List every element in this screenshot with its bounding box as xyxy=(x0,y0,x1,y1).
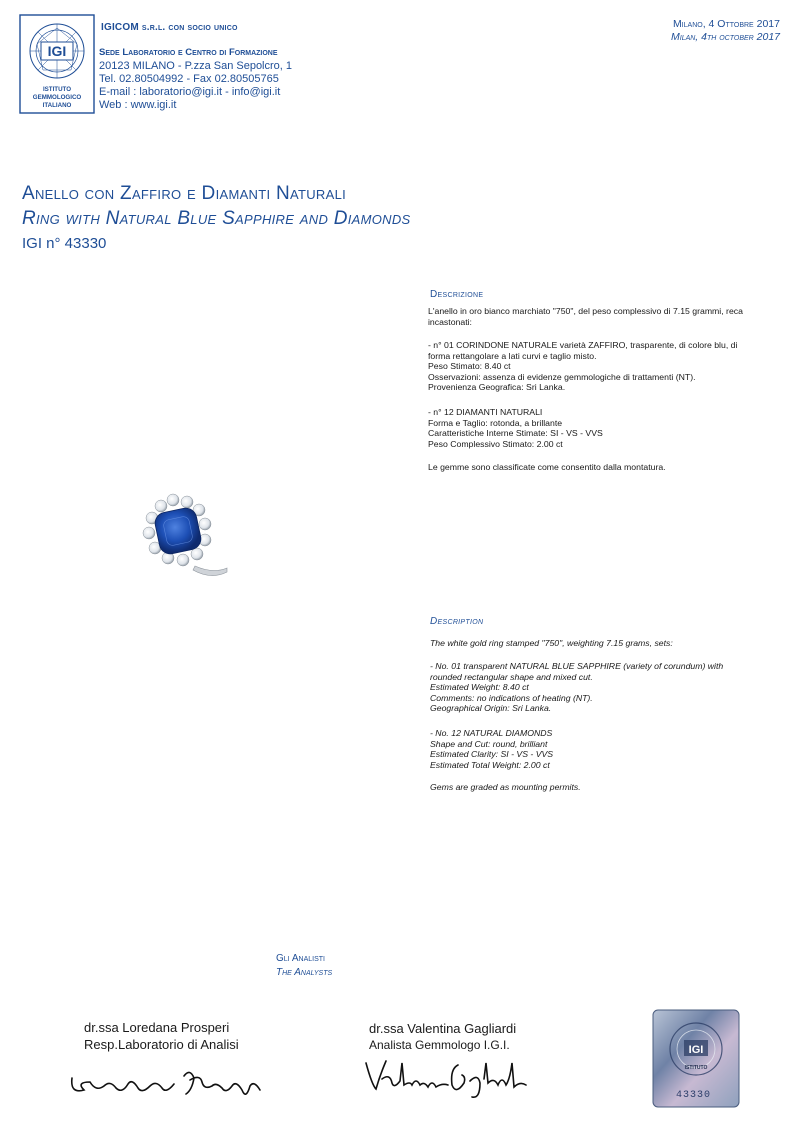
title-italian: Anello con Zaffiro e Diamanti Naturali xyxy=(22,183,347,204)
website: Web : www.igi.it xyxy=(99,99,177,111)
analysts-heading-italian: Gli Analisti xyxy=(276,953,325,964)
analyst2-role: Analista Gemmologo I.G.I. xyxy=(369,1038,510,1052)
description-italian-sapphire xyxy=(428,340,783,393)
analyst1-name: dr.ssa Loredana Prosperi xyxy=(84,1020,230,1035)
sapphire-line: - No. 01 transparent NATURAL BLUE SAPPHIRE (variety of corundum) with xyxy=(430,661,724,671)
company-name-main: IGICOM xyxy=(101,22,139,33)
sapphire-line: Provenienza Geografica: Sri Lanka. xyxy=(428,382,566,393)
company-suffix: s.r.l. con socio unico xyxy=(141,22,238,33)
date-italian: Milano, 4 Ottobre 2017 xyxy=(672,18,780,30)
sapphire-line: Osservazioni: assenza di evidenze gemmologiche di trattamenti (NT). xyxy=(428,371,696,382)
analyst1-role: Resp.Laboratorio di Analisi xyxy=(84,1037,239,1052)
sapphire-line: Peso Stimato: 8.40 ct xyxy=(428,361,511,372)
svg-text:ITALIANO: ITALIANO xyxy=(42,102,72,109)
description-italian-note: Le gemme sono classificate come consentito dalla montatura. xyxy=(428,462,666,472)
phone-fax: Tel. 02.80504992 - Fax 02.80505765 xyxy=(99,73,279,85)
description-italian-intro xyxy=(428,306,783,327)
seal-number: 43330 xyxy=(676,1090,712,1101)
diamond-line: - n° 12 DIAMANTI NATURALI xyxy=(428,407,543,417)
diamond-line: Peso Complessivo Stimato: 2.00 ct xyxy=(428,438,563,449)
svg-text:ISTITUTO: ISTITUTO xyxy=(684,1065,708,1071)
ring-photo xyxy=(135,488,235,588)
sapphire-line: Estimated Weight: 8.40 ct xyxy=(430,682,529,693)
analysts-heading-english: The Analysts xyxy=(276,967,333,978)
diamond-line: Estimated Total Weight: 2.00 ct xyxy=(430,759,550,770)
diamond-line: Caratteristiche Interne Stimate: SI - VS - VVS xyxy=(428,428,603,439)
svg-text:GEMMOLOGICO: GEMMOLOGICO xyxy=(32,94,82,101)
sapphire-line: forma rettangolare a lati curvi e taglio misto. xyxy=(428,350,597,361)
sapphire-line: rounded rectangular shape and mixed cut. xyxy=(430,671,593,682)
company-name xyxy=(101,22,238,33)
svg-text:IGI: IGI xyxy=(47,43,67,59)
sapphire-line: Geographical Origin: Sri Lanka. xyxy=(430,703,552,714)
analyst2-name: dr.ssa Valentina Gagliardi xyxy=(369,1021,517,1036)
igi-report-number: IGI n° 43330 xyxy=(22,235,107,252)
sapphire-line: Comments: no indications of heating (NT). xyxy=(430,692,593,703)
svg-text:IGI: IGI xyxy=(688,1044,704,1056)
diamond-line: Shape and Cut: round, brilliant xyxy=(430,738,548,749)
address: 20123 MILANO - P.zza San Sepolcro, 1 xyxy=(99,60,293,72)
diamond-line: Forma e Taglio: rotonda, a brillante xyxy=(428,417,563,428)
description-english-intro: The white gold ring stamped "750", weighting 7.15 grams, sets: xyxy=(430,638,673,648)
svg-text:ISTITUTO: ISTITUTO xyxy=(42,86,72,93)
lab-heading: Sede Laboratorio e Centro di Formazione xyxy=(99,47,278,58)
diamond-line: - No. 12 NATURAL DIAMONDS xyxy=(430,728,553,738)
description-english-sapphire xyxy=(430,661,785,714)
analyst2-signature xyxy=(362,1055,532,1101)
description-english-heading: Description xyxy=(430,616,484,627)
intro-line: incastonati: xyxy=(428,316,472,327)
sapphire-line: - n° 01 CORINDONE NATURALE varietà ZAFFIRO, trasparente, di colore blu, di xyxy=(428,340,738,350)
description-italian-diamonds xyxy=(428,407,783,449)
title-english: Ring with Natural Blue Sapphire and Diamonds xyxy=(22,208,411,229)
description-english-note: Gems are graded as mounting permits. xyxy=(430,782,581,792)
intro-line: L'anello in oro bianco marchiato "750", del peso complessivo di 7.15 grammi, reca xyxy=(428,306,743,316)
igi-logo xyxy=(19,14,95,114)
diamond-line: Estimated Clarity: SI - VS - VVS xyxy=(430,749,554,760)
description-italian-heading: Descrizione xyxy=(430,289,484,300)
analyst1-signature xyxy=(66,1060,266,1108)
email: E-mail : laboratorio@igi.it - info@igi.it xyxy=(99,86,281,98)
date-english: Milan, 4th october 2017 xyxy=(671,31,780,43)
description-english-diamonds xyxy=(430,728,785,770)
